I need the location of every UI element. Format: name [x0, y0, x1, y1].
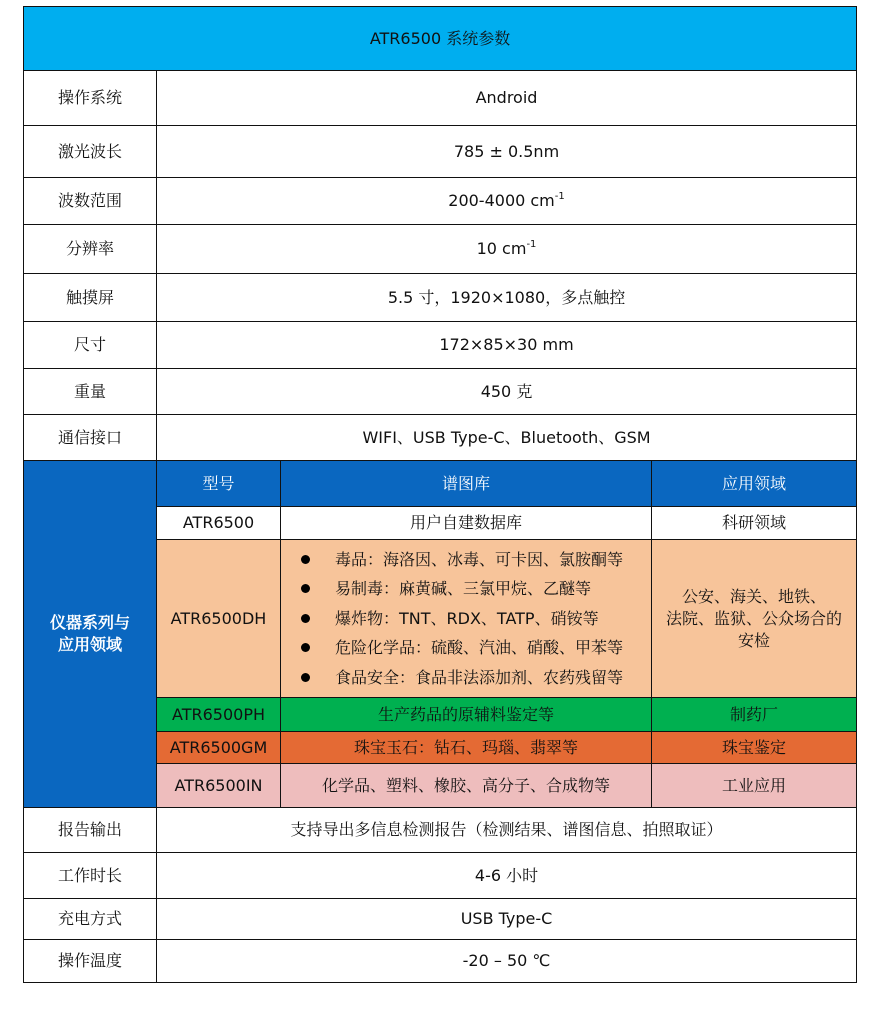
application-cell — [652, 540, 857, 698]
table-row — [24, 126, 857, 178]
table-row — [24, 415, 857, 461]
table-row — [24, 808, 857, 853]
list-item: 毒品：海洛因、冰毒、可卡因、氯胺酮等 — [297, 545, 645, 575]
bullet-icon — [301, 555, 310, 564]
row-value: WIFI、USB Type-C、Bluetooth、GSM — [157, 415, 857, 461]
side-label-line: 仪器系列与 — [49, 613, 130, 632]
row-label: 操作系统 — [24, 71, 157, 126]
application-line: 法院、监狱、公众场合的 — [666, 608, 843, 628]
application-line: 安检 — [738, 630, 771, 650]
series-side-label — [24, 461, 157, 808]
library-list — [287, 545, 645, 693]
row-label: 尺寸 — [24, 322, 157, 369]
table-row — [24, 71, 857, 126]
row-label: 工作时长 — [24, 853, 157, 899]
row-label: 触摸屏 — [24, 274, 157, 322]
resolution-text: 10 cm — [476, 239, 527, 258]
row-value: 450 克 — [157, 369, 857, 415]
application-cell: 珠宝鉴定 — [652, 732, 857, 764]
table-row — [24, 178, 857, 225]
row-label: 充电方式 — [24, 899, 157, 940]
header-model: 型号 — [157, 461, 281, 507]
row-value — [157, 178, 857, 225]
table-row — [24, 322, 857, 369]
superscript: -1 — [526, 239, 537, 250]
model-cell: ATR6500GM — [157, 732, 281, 764]
library-cell — [281, 540, 652, 698]
model-cell: ATR6500IN — [157, 764, 281, 808]
table-row — [24, 899, 857, 940]
library-cell: 用户自建数据库 — [281, 507, 652, 540]
title-row — [24, 7, 857, 71]
application-cell: 科研领域 — [652, 507, 857, 540]
model-cell: ATR6500PH — [157, 698, 281, 732]
application-line: 公安、海关、地铁、 — [682, 586, 827, 606]
row-value: 5.5 寸，1920×1080，多点触控 — [157, 274, 857, 322]
row-value: 172×85×30 mm — [157, 322, 857, 369]
side-label-line: 应用领域 — [57, 635, 122, 654]
table-row — [24, 225, 857, 274]
header-library: 谱图库 — [281, 461, 652, 507]
bullet-icon — [301, 614, 310, 623]
table-row — [24, 274, 857, 322]
superscript: -1 — [554, 191, 565, 202]
row-value — [157, 225, 857, 274]
list-item: 食品安全：食品非法添加剂、农药残留等 — [297, 663, 645, 693]
table-row — [24, 369, 857, 415]
table-title: ATR6500 系统参数 — [24, 7, 857, 71]
row-label: 报告输出 — [24, 808, 157, 853]
table-row — [24, 940, 857, 983]
row-label: 激光波长 — [24, 126, 157, 178]
row-value: 785 ± 0.5nm — [157, 126, 857, 178]
row-label: 分辨率 — [24, 225, 157, 274]
library-cell: 化学品、塑料、橡胶、高分子、合成物等 — [281, 764, 652, 808]
wavenumber-text: 200-4000 cm — [448, 191, 555, 210]
list-item: 爆炸物：TNT、RDX、TATP、硝铵等 — [297, 604, 645, 634]
row-label: 通信接口 — [24, 415, 157, 461]
table-row — [24, 853, 857, 899]
library-cell: 珠宝玉石：钻石、玛瑙、翡翠等 — [281, 732, 652, 764]
bullet-icon — [301, 673, 310, 682]
row-value: -20 – 50 ℃ — [157, 940, 857, 983]
model-cell: ATR6500DH — [157, 540, 281, 698]
row-label: 操作温度 — [24, 940, 157, 983]
application-cell: 工业应用 — [652, 764, 857, 808]
list-item: 危险化学品：硫酸、汽油、硝酸、甲苯等 — [297, 633, 645, 663]
bullet-icon — [301, 643, 310, 652]
row-value: USB Type-C — [157, 899, 857, 940]
library-cell: 生产药品的原辅料鉴定等 — [281, 698, 652, 732]
model-cell: ATR6500 — [157, 507, 281, 540]
row-label: 波数范围 — [24, 178, 157, 225]
row-value: Android — [157, 71, 857, 126]
header-application: 应用领域 — [652, 461, 857, 507]
spec-table — [23, 6, 857, 983]
row-value: 4-6 小时 — [157, 853, 857, 899]
row-value: 支持导出多信息检测报告（检测结果、谱图信息、拍照取证） — [157, 808, 857, 853]
series-header-row — [24, 461, 857, 507]
bullet-icon — [301, 584, 310, 593]
list-item: 易制毒：麻黄碱、三氯甲烷、乙醚等 — [297, 574, 645, 604]
row-label: 重量 — [24, 369, 157, 415]
application-cell: 制药厂 — [652, 698, 857, 732]
